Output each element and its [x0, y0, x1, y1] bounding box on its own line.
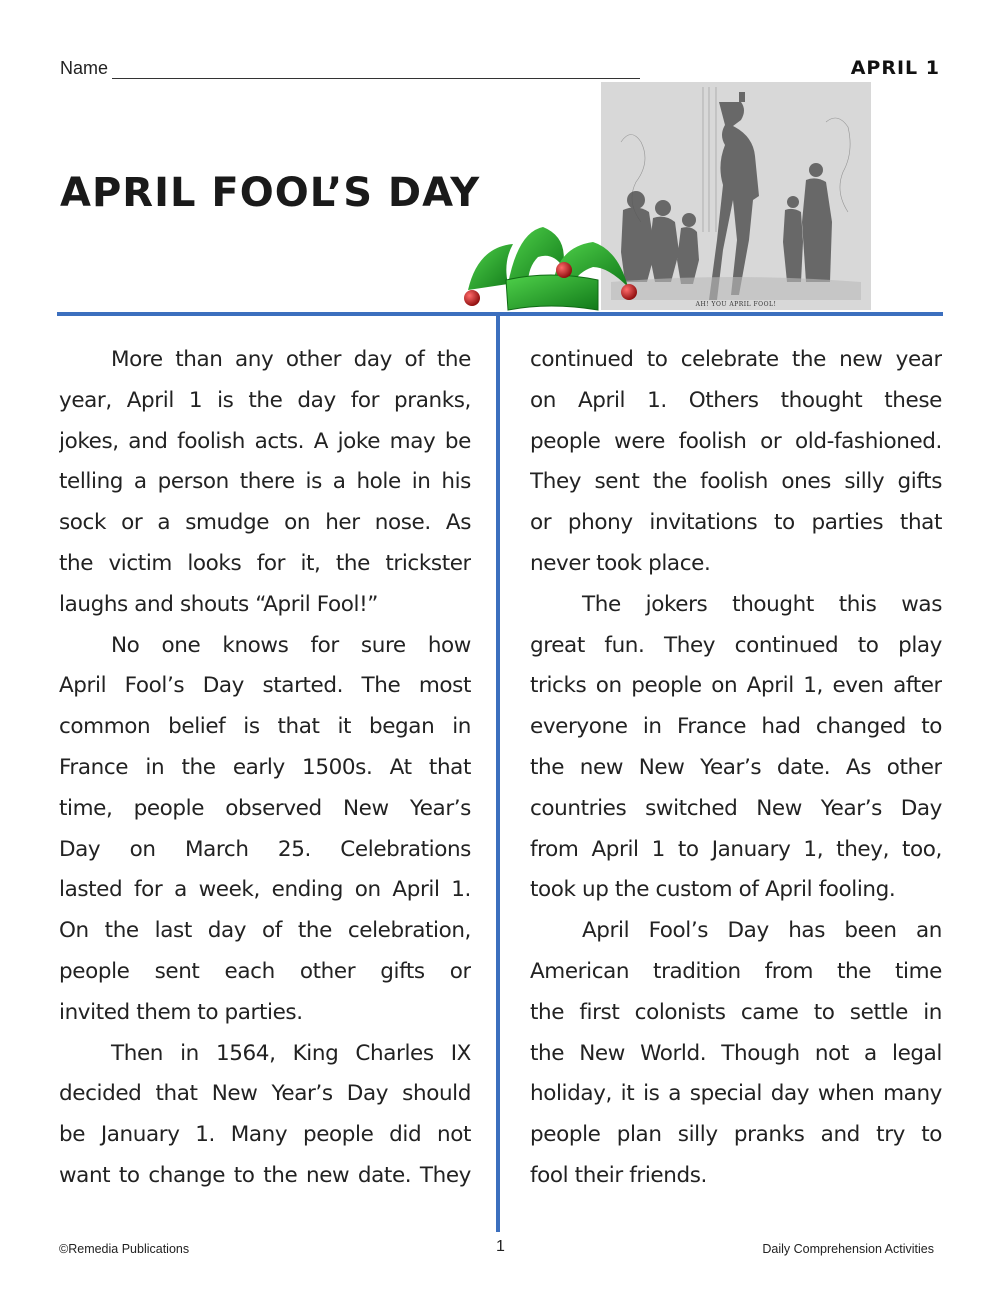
horizontal-rule — [57, 312, 943, 316]
article-line: time, people observed New Year’s — [59, 795, 471, 821]
article-line: the victim looks for it, the trickster — [59, 550, 471, 576]
article-line: the new New Year’s date. As other — [530, 754, 942, 780]
article-line: common belief is that it began in — [59, 714, 471, 740]
column-divider — [496, 312, 500, 1232]
date-label: APRIL 1 — [850, 57, 940, 79]
article-line: lasted for a week, ending on April 1. — [59, 877, 471, 903]
article-line: the New World. Though not a legal — [530, 1040, 942, 1066]
article-line: or phony invitations to parties that — [530, 510, 942, 536]
article-line: jokes, and foolish acts. A joke may be — [59, 428, 471, 454]
article-line: on April 1. Others thought these — [530, 387, 942, 413]
article-line: The jokers thought this was — [582, 591, 942, 617]
article-line: More than any other day of the — [111, 347, 471, 372]
article-line: never took place. — [530, 550, 711, 576]
article-line: They sent the foolish ones silly gifts — [530, 469, 942, 495]
article-line: On the last day of the celebration, — [59, 918, 471, 944]
article-line: American tradition from the time — [530, 958, 942, 984]
article-line: year, April 1 is the day for pranks, — [59, 387, 471, 413]
article-line: countries switched New Year’s Day — [530, 795, 942, 821]
article-line: April Fool’s Day started. The most — [59, 673, 471, 699]
article-line: be January 1. Many people did not — [59, 1122, 471, 1148]
article-line: laughs and shouts “April Fool!” — [59, 591, 379, 617]
article-line: from April 1 to January 1, they, too, — [530, 836, 942, 862]
article-line: telling a person there is a hole in his — [59, 469, 471, 495]
footer-page-number: 1 — [496, 1238, 505, 1255]
footer-publisher: ©Remedia Publications — [59, 1242, 190, 1256]
article-line: took up the custom of April fooling. — [530, 877, 896, 903]
article-line: continued to celebrate the new year — [530, 347, 942, 372]
article-line: great fun. They continued to play — [530, 632, 942, 658]
article-line: tricks on people on April 1, even after — [530, 673, 942, 699]
article-line: everyone in France had changed to — [530, 714, 942, 740]
article-line: invited them to parties. — [59, 999, 303, 1025]
engraving-caption: AH! YOU APRIL FOOL! — [695, 301, 777, 308]
page-title: APRIL FOOL’S DAY — [60, 170, 481, 216]
article-line: want to change to the new date. They — [59, 1162, 471, 1188]
article-line: Then in 1564, King Charles IX — [111, 1040, 471, 1066]
article-line: Day on March 25. Celebrations — [59, 836, 471, 862]
article-line: people plan silly pranks and try to — [530, 1122, 942, 1148]
article-line: France in the early 1500s. At that — [59, 754, 471, 780]
article-line: people sent each other gifts or — [59, 958, 471, 984]
jester-hat-icon — [458, 222, 643, 316]
article-line: holiday, it is a special day when many — [530, 1081, 942, 1107]
article-line: people were foolish or old-fashioned. — [530, 428, 942, 454]
article-line: No one knows for sure how — [111, 632, 471, 658]
article-line: the first colonists came to settle in — [530, 999, 942, 1025]
article-left-column — [59, 340, 471, 1197]
article-line: decided that New Year’s Day should — [59, 1081, 471, 1107]
article-right-column — [530, 340, 942, 1197]
name-label: Name — [60, 58, 109, 78]
footer-series: Daily Comprehension Activities — [762, 1242, 934, 1256]
article-line: April Fool’s Day has been an — [582, 918, 942, 944]
article-line: sock or a smudge on her nose. As — [59, 510, 471, 536]
article-line: fool their friends. — [530, 1162, 707, 1188]
name-input-line[interactable] — [112, 78, 640, 79]
